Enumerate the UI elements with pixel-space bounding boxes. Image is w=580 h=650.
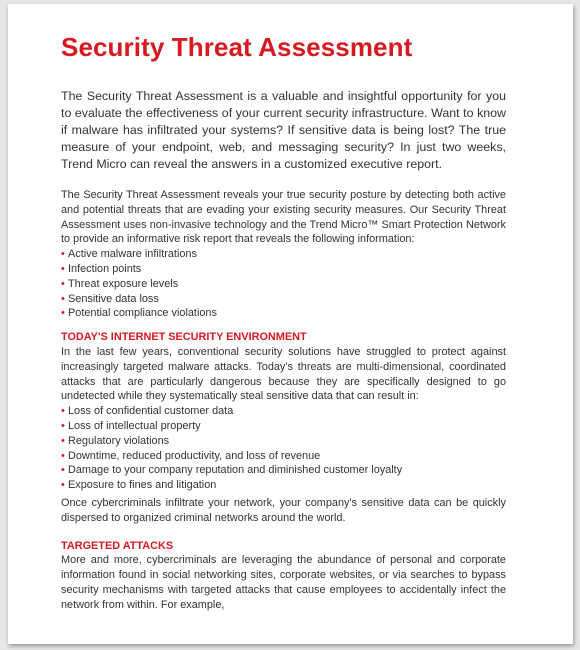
list-item: • Damage to your company reputation and diminished customer loyalty	[61, 464, 403, 477]
document-title: Security Threat Assessment	[61, 32, 413, 62]
document-content	[61, 32, 506, 613]
bullet-icon: •	[61, 307, 65, 320]
section-heading-targeted-attacks: TARGETED ATTACKS	[61, 539, 174, 552]
report-findings-list	[61, 247, 506, 321]
document-page	[8, 4, 573, 644]
list-item: • Sensitive data loss	[61, 292, 159, 305]
bullet-icon: •	[61, 479, 65, 492]
overview-paragraph: The Security Threat Assessment reveals your true security posture by detecting both active and potential threats that are evading your existing security measures. Our Security Threat Assessment uses non-invasive technology and the Trend Micro™ Smart Protection Network to provide an informative risk report that reveals the following information:	[61, 189, 506, 246]
bullet-icon: •	[61, 262, 65, 275]
bullet-icon: •	[61, 434, 65, 447]
bullet-icon: •	[61, 449, 65, 462]
bullet-icon: •	[61, 405, 65, 418]
risk-consequences-list	[61, 404, 506, 493]
bullet-icon: •	[61, 292, 65, 305]
list-item: • Threat exposure levels	[61, 277, 179, 290]
bullet-icon: •	[61, 464, 65, 477]
section-heading-environment: TODAY'S INTERNET SECURITY ENVIRONMENT	[61, 331, 307, 344]
bullet-icon: •	[61, 248, 65, 261]
bullet-icon: •	[61, 277, 65, 290]
bullet-icon: •	[61, 419, 65, 432]
list-item: • Active malware infiltrations	[61, 248, 197, 261]
targeted-attacks-paragraph: More and more, cybercriminals are leveraging the abundance of personal and corporate information found in social networking sites, corporate websites, or via searches to bypass security mechanisms with targeted attacks that cause employees to accidentally infect the network from within. For example,	[61, 554, 506, 611]
list-item: • Infection points	[61, 262, 142, 275]
intro-paragraph: The Security Threat Assessment is a valuable and insightful opportunity for you to evaluate the effectiveness of your current security infrastructure. Want to know if malware has infiltrated your systems? If sensitive data is being lost? The true measure of your endpoint, web, and messaging security? In just two weeks, Trend Micro can reveal the answers in a customized executive report.	[61, 89, 506, 171]
list-item: • Exposure to fines and litigation	[61, 479, 217, 492]
list-item: • Downtime, reduced productivity, and loss of revenue	[61, 449, 321, 462]
environment-closing-paragraph: Once cybercriminals infiltrate your network, your company's sensitive data can be quickly dispersed to organized criminal networks around the world.	[61, 496, 506, 524]
environment-paragraph: In the last few years, conventional security solutions have struggled to protect against increasingly targeted malware attacks. Today's threats are multi-dimensional, coordinated attacks that are particularly dangerous because they are specifically designed to go undetected while they systematically steal sensitive data that can result in:	[61, 345, 506, 403]
list-item: • Regulatory violations	[61, 434, 170, 447]
list-item: • Loss of intellectual property	[61, 419, 201, 432]
list-item: • Potential compliance violations	[61, 307, 217, 320]
list-item: • Loss of confidential customer data	[61, 405, 234, 418]
